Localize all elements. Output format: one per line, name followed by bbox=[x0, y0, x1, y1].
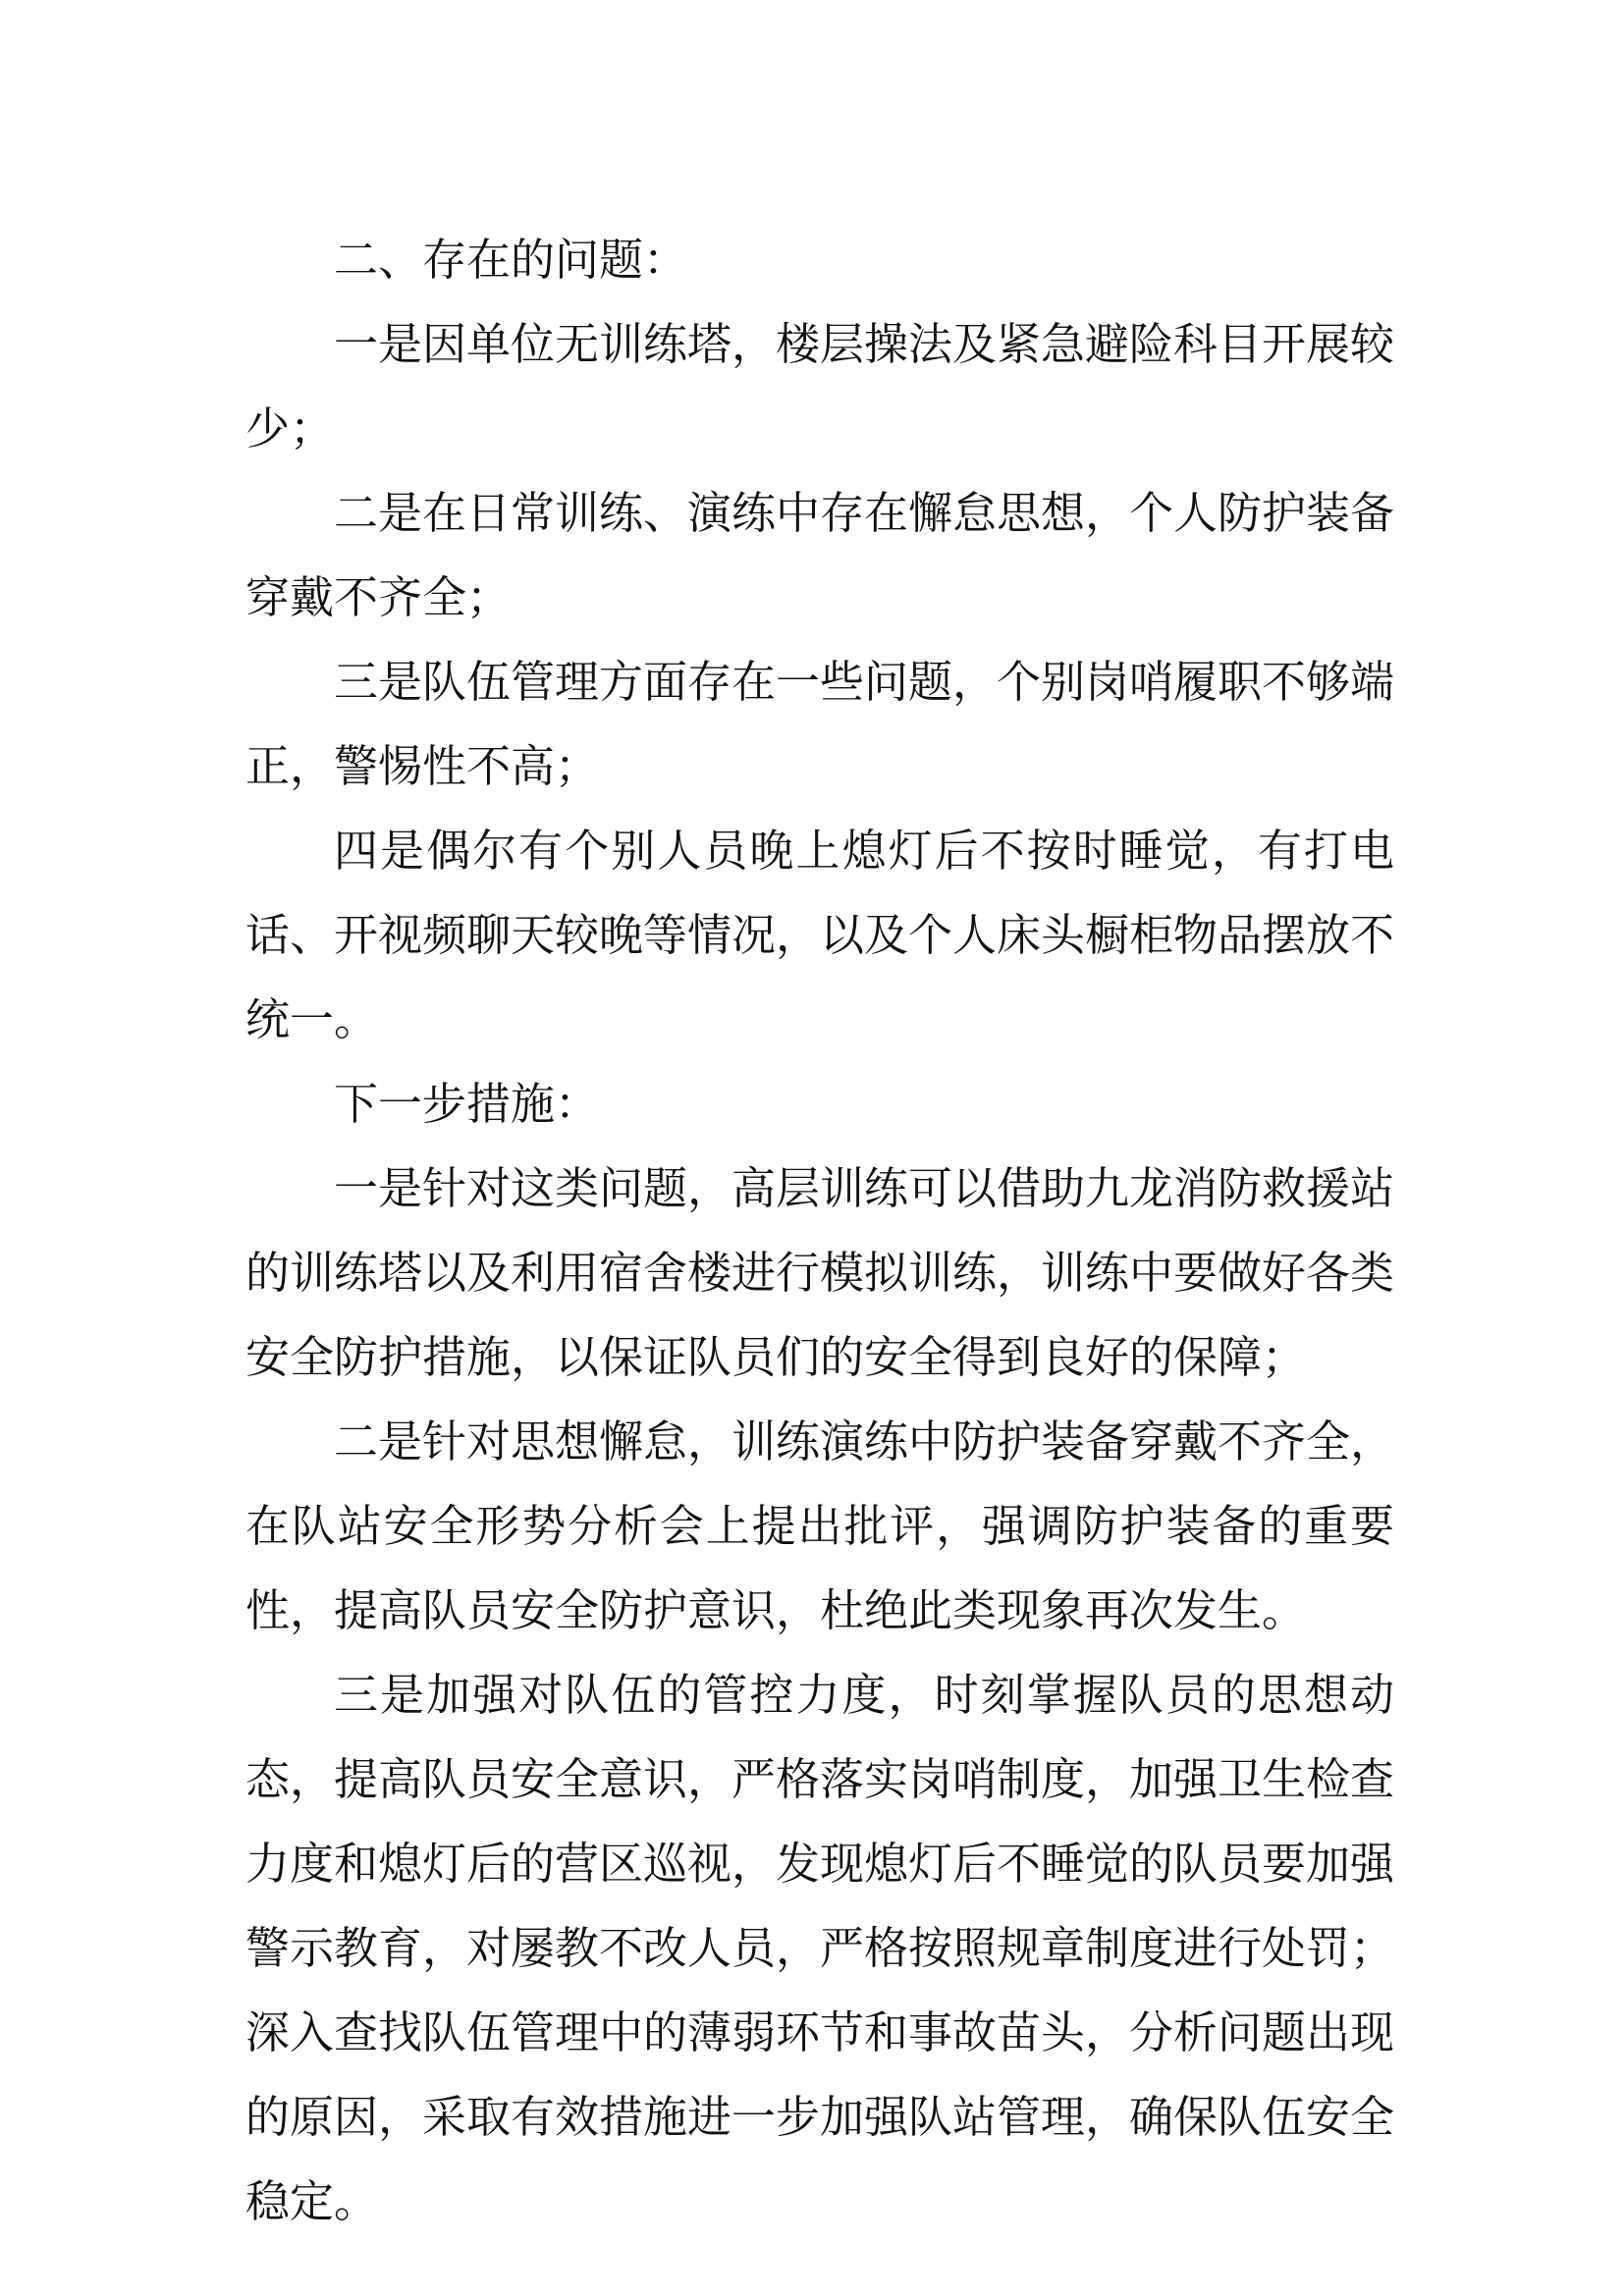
measure-item-1: 一是针对这类问题，高层训练可以借助九龙消防救援站的训练塔以及利用宿舍楼进行模拟训练，训练中要做好各类安全防护措施，以保证队员们的安全得到良好的保障； bbox=[245, 1162, 1395, 1383]
problem-item-1: 一是因单位无训练塔，楼层操法及紧急避险科目开展较少； bbox=[245, 318, 1395, 454]
measure-item-2: 二是针对思想懈怠，训练演练中防护装备穿戴不齐全，在队站安全形势分析会上提出批评，强调防护装备的重要性，提高队员安全防护意识，杜绝此类现象再次发生。 bbox=[245, 1415, 1395, 1636]
document-body bbox=[245, 218, 1394, 2244]
problem-item-4: 四是偶尔有个别人员晚上熄灯后不按时睡觉，有打电话、开视频聊天较晚等情况，以及个人床头橱柜物品摆放不统一。 bbox=[245, 825, 1395, 1045]
problem-item-3: 三是队伍管理方面存在一些问题，个别岗哨履职不够端正，警惕性不高； bbox=[245, 656, 1395, 792]
problem-item-2: 二是在日常训练、演练中存在懈怠思想，个人防护装备穿戴不齐全； bbox=[245, 487, 1395, 623]
section-heading-problems: 二、存在的问题： bbox=[334, 234, 688, 286]
section-heading-next-steps: 下一步措施： bbox=[334, 1078, 600, 1130]
measure-item-3: 三是加强对队伍的管控力度，时刻掌握队员的思想动态，提高队员安全意识，严格落实岗哨制度，加强卫生检查力度和熄灯后的营区巡视，发现熄灯后不睡觉的队员要加强警示教育，对屡教不改人员，严格按照规章制度进行处罚；深入查找队伍管理中的薄弱环节和事故苗头，分析问题出现的原因，采取有效措施进一步加强队站管理，确保队伍安全稳定。 bbox=[245, 1669, 1395, 2227]
